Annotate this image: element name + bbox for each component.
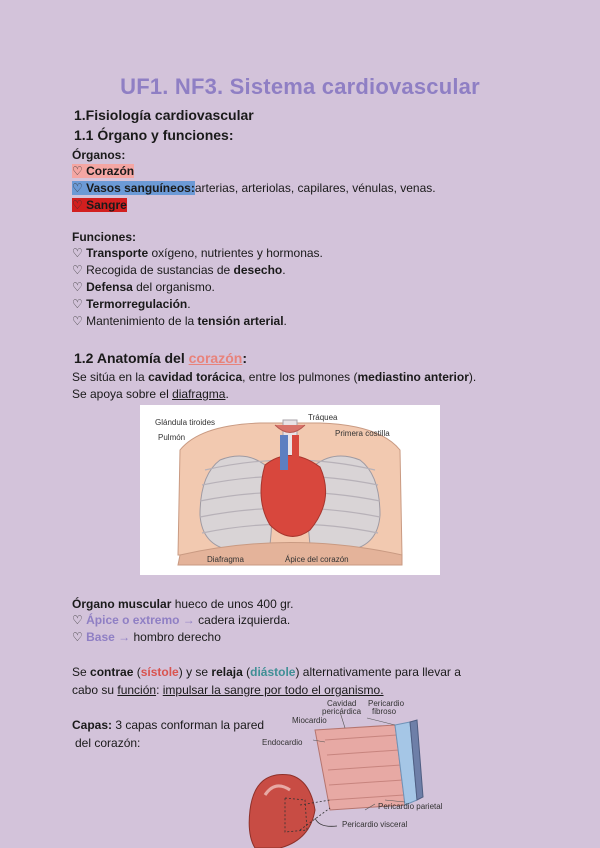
heart-icon: ♡ [72,280,83,294]
organo-item-corazon: ♡ Corazón [72,164,135,178]
anatomia-line-2: Se apoya sobre el diafragma. [72,387,229,401]
label-glandula-tiroides: Glándula tiroides [155,418,216,427]
apice-line: ♡ Ápice o extremo → cadera izquierda. [72,613,291,627]
heart-icon: ♡ [72,263,83,277]
label-pericardio-fibroso-1: Pericardio [368,699,405,708]
label-endocardio: Endocardio [262,738,303,747]
organo-item-vasos: ♡ Vasos sanguíneos:arterias, arteriolas, capilares, vénulas, venas. [72,181,436,195]
capas-line-2: del corazón: [75,736,141,750]
label-pericardica: pericárdica [322,707,362,716]
contrae-line-1: Se contrae (sístole) y se relaja (diástole) alternativamente para llevar a [72,665,461,679]
section-heading-fisiologia: 1.Fisiología cardiovascular [74,107,254,123]
label-cavidad: Cavidad [327,699,357,708]
funcion-item: ♡ Termorregulación. [72,297,191,311]
label-primera-costilla: Primera costilla [335,429,390,438]
heart-icon: ♡ [72,198,83,212]
organos-heading: Órganos: [72,148,126,162]
heart-icon: ♡ [72,613,83,627]
label-pericardio-parietal: Pericardio parietal [378,802,443,811]
heart-icon: ♡ [72,246,83,260]
section-heading-organo-funciones: 1.1 Órgano y funciones: [74,127,234,143]
label-pericardio-fibroso-2: fibroso [372,707,397,716]
contrae-line-2: cabo su función: impulsar la sangre por todo el organismo. [72,683,384,697]
heart-icon: ♡ [72,164,83,178]
label-pulmon: Pulmón [158,433,186,442]
heart-icon: ♡ [72,181,83,195]
anatomia-line-1: Se sitúa en la cavidad torácica, entre los pulmones (mediastino anterior). [72,370,477,384]
base-line: ♡ Base → hombro derecho [72,630,221,644]
heart-icon: ♡ [72,297,83,311]
label-pericardio-visceral: Pericardio visceral [342,820,408,829]
label-miocardio: Miocardio [292,716,327,725]
funcion-item: ♡ Transporte oxígeno, nutrientes y hormonas. [72,246,323,260]
funcion-item: ♡ Defensa del organismo. [72,280,215,294]
funcion-item: ♡ Recogida de sustancias de desecho. [72,263,286,277]
organo-muscular-line: Órgano muscular hueco de unos 400 gr. [72,597,294,611]
page-title: UF1. NF3. Sistema cardiovascular [120,74,480,99]
label-diafragma: Diafragma [207,555,244,564]
organo-item-sangre: ♡ Sangre [72,198,127,212]
funcion-item: ♡ Mantenimiento de la tensión arterial. [72,314,287,328]
thorax-illustration [140,405,440,575]
heart-icon: ♡ [72,314,83,328]
section-heading-anatomia: 1.2 Anatomía del corazón: [74,350,247,366]
label-apice-corazon: Ápice del corazón [285,555,349,564]
label-traquea: Tráquea [308,413,338,422]
heart-icon: ♡ [72,630,83,644]
funciones-heading: Funciones: [72,230,137,244]
capas-line-1: Capas: 3 capas conforman la pared [72,718,265,732]
